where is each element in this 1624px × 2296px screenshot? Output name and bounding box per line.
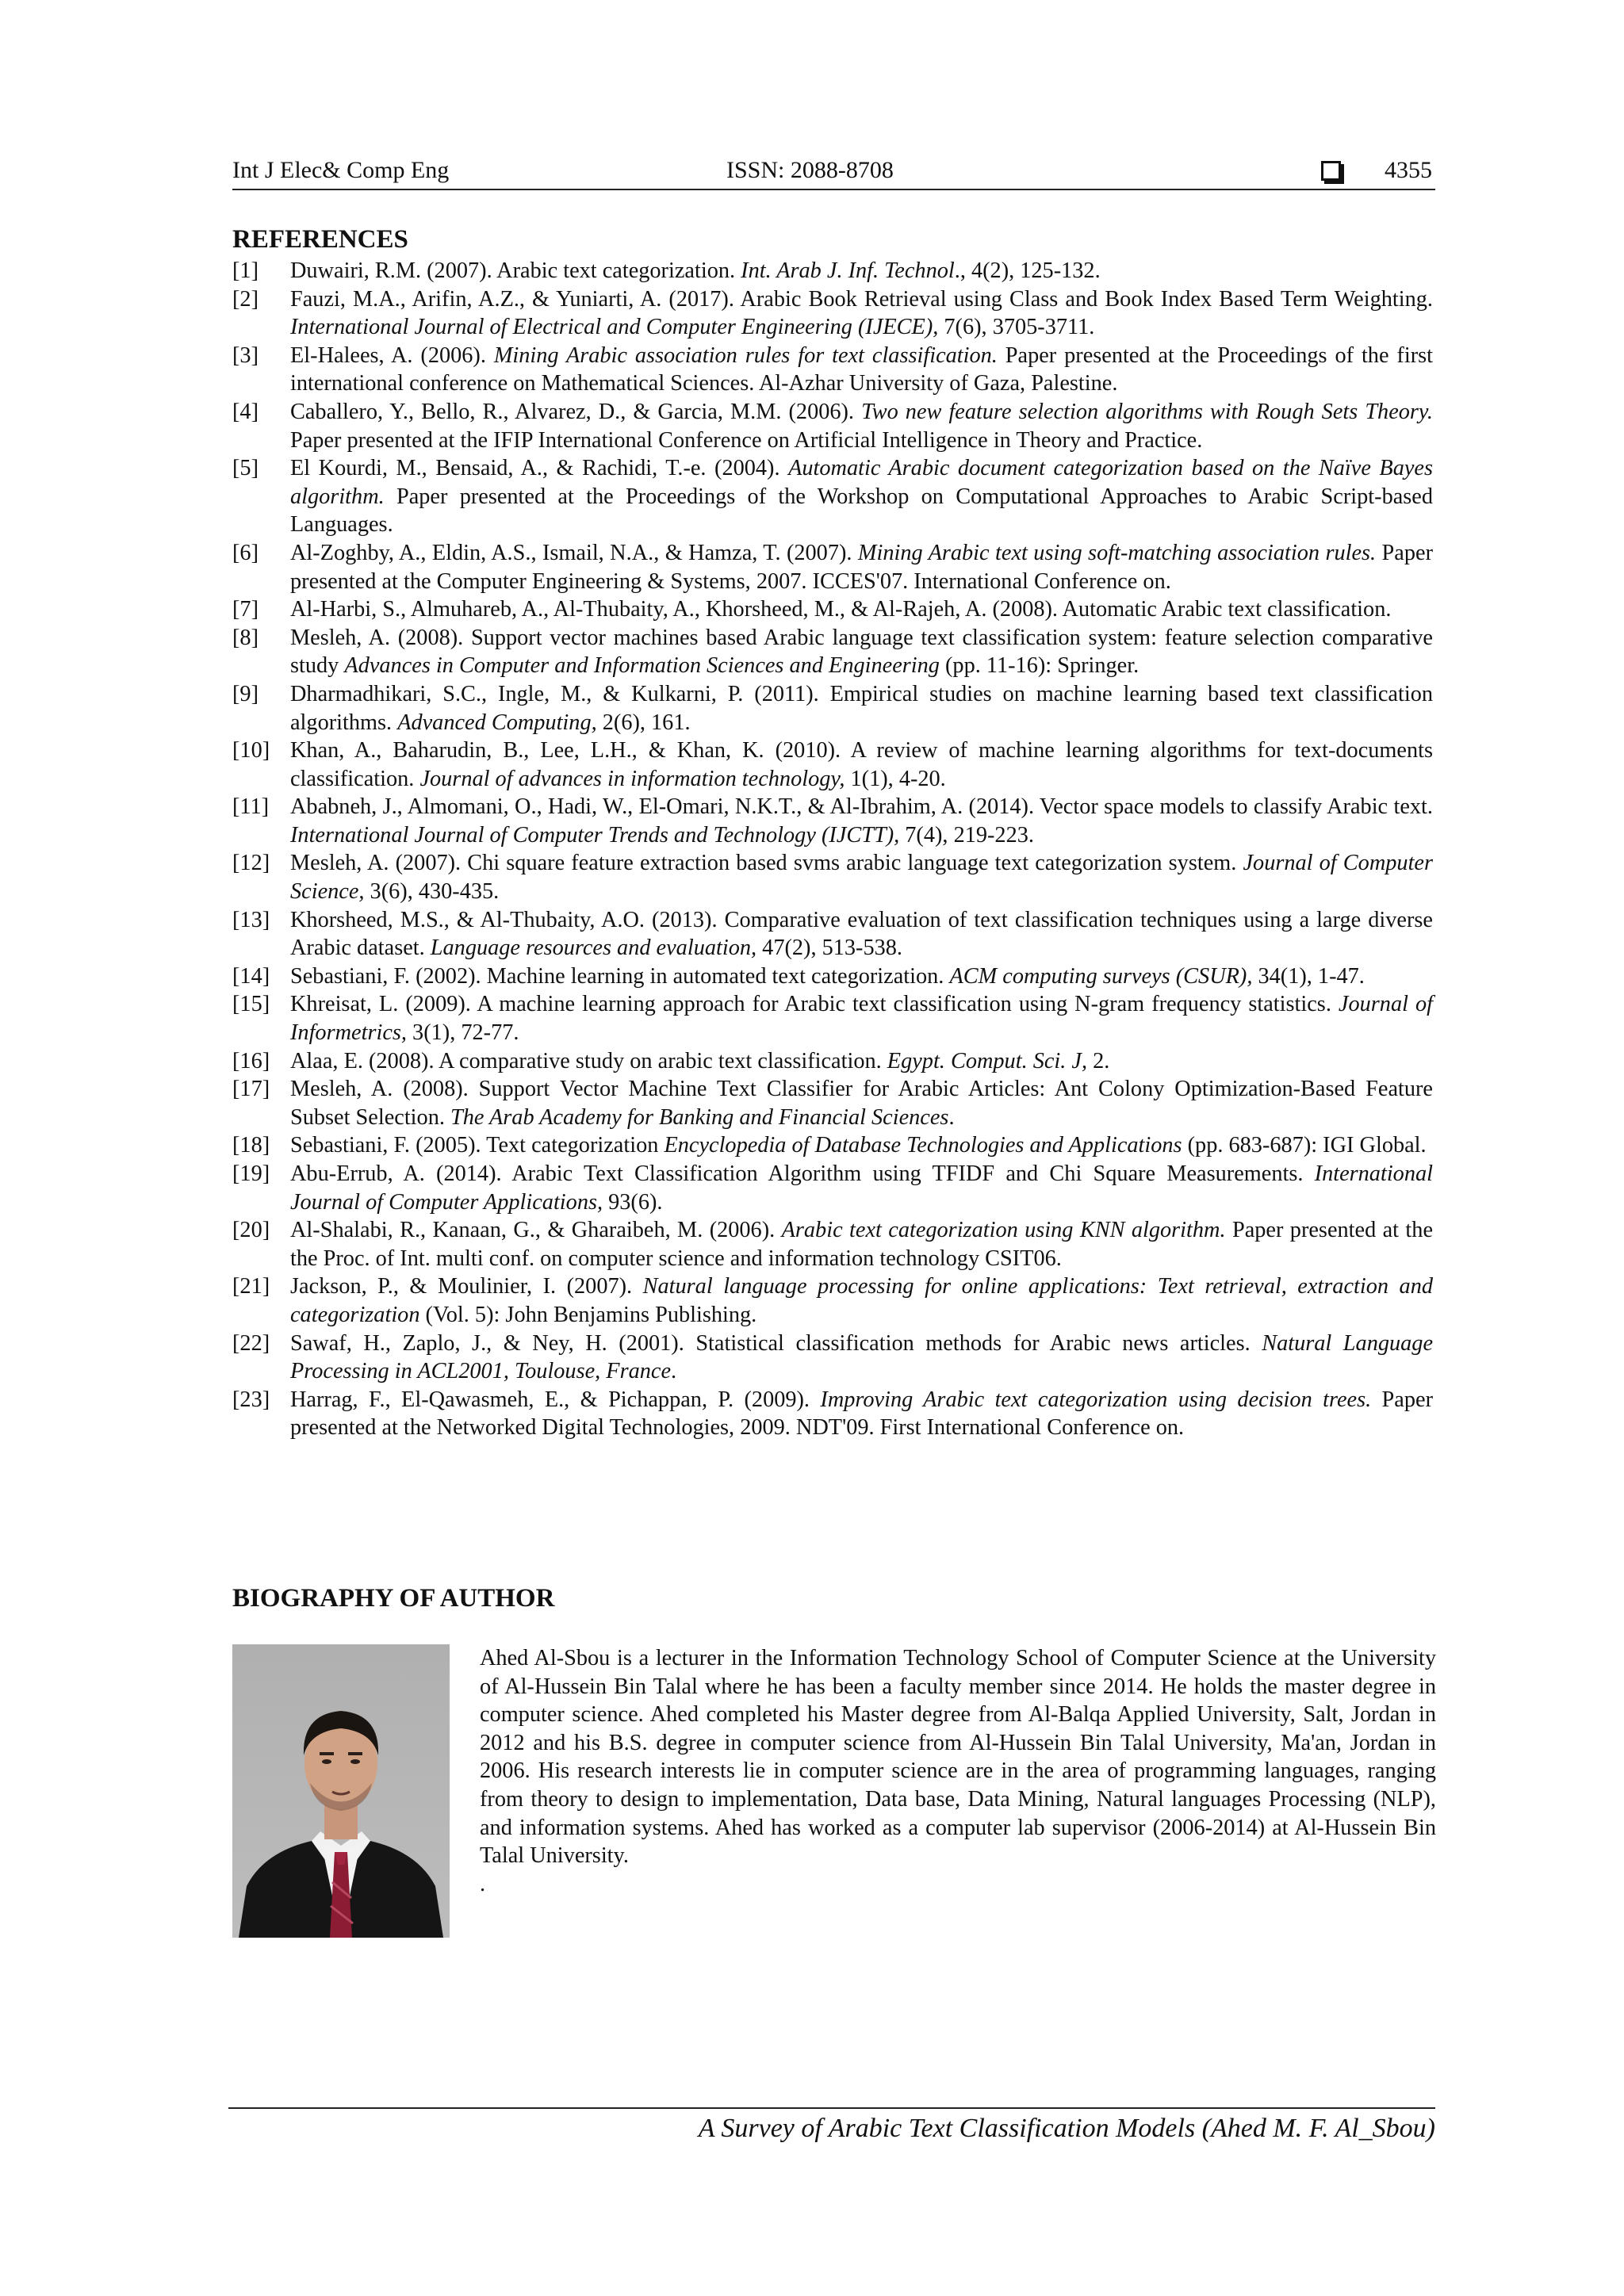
reference-text [290,1272,1433,1329]
reference-text-segment: 7(6), 3705-3711. [938,315,1095,340]
reference-source-italic: Mining Arabic association rules for text classification. [493,342,998,368]
reference-item [232,257,1433,285]
reference-text-segment: El Kourdi, M., Bensaid, A., & Rachidi, T.-e. (2004). [290,456,789,481]
reference-text-segment: El-Halees, A. (2006). [290,342,494,368]
reference-number: [12] [232,851,270,876]
reference-number: [3] [232,342,259,368]
reference-item [232,539,1433,595]
footer-divider [228,2107,1435,2109]
reference-text-segment: Al-Harbi, S., Almuhareb, A., Al-Thubaity, A., Khorsheed, M., & Al-Rajeh, A. (2008). Automatic Arabic text classification. [290,597,1392,622]
reference-text-segment: 47(2), 513-538. [756,936,902,961]
reference-text-segment: . [671,1359,677,1384]
reference-source-italic: ACM computing surveys (CSUR), [949,963,1253,989]
reference-number: [21] [232,1274,270,1299]
page-header [232,152,1435,190]
reference-number: [17] [232,1077,270,1102]
reference-text [290,906,1433,962]
reference-text-segment: . [948,1104,955,1130]
reference-item [232,849,1433,905]
reference-text-segment: Paper presented at the Computer Engineering & Systems, 2007. ICCES'07. International Conference on. [290,540,1433,594]
reference-text-segment: Khan, A., Baharudin, B., Lee, L.H., & Khan, K. (2010). A review of machine learning algorithms for text-documents classification. [290,738,1433,791]
reference-number: [1] [232,258,259,283]
page-number: 4355 [1385,157,1432,183]
reference-text-segment: ., 4(2), 125-132. [954,258,1101,283]
reference-source-italic: Encyclopedia of Database Technologies and Applications [664,1133,1182,1158]
reference-item [232,454,1433,539]
reference-text [290,1160,1433,1216]
reference-source-italic: Journal of Informetrics, [290,992,1433,1046]
reference-item [232,906,1433,962]
reference-number: [9] [232,681,259,706]
reference-number: [22] [232,1330,270,1356]
reference-text-segment: Paper presented at the Proceedings of the first international conference on Mathematical Sciences. Al-Azhar University of Gaza, Palestine. [290,342,1433,396]
issn: ISSN: 2088-8708 [726,157,894,183]
reference-text-segment: 93(6). [603,1189,663,1215]
reference-source-italic: International Journal of Electrical and Computer Engineering (IJECE), [290,315,939,340]
reference-item [232,1047,1433,1076]
reference-source-italic: Advances in Computer and Information Sciences and Engineering [344,653,940,679]
reference-text [290,962,1433,991]
biography-text: Ahed Al-Sbou is a lecturer in the Information Technology School of Computer Science at the University of Al-Hussein Bin Talal where he has been a faculty member since 2014. He holds the master degree in computer science. Ahed completed his Master degree from Al-Balqa Applied University, Salt, Jordan in 2012 and his B.S. degree in computer science from Al-Hussein Bin Talal University, Ma'an, Jordan in 2006. His research interests lie in computer science are in the area of programming languages, ranging from theory to design to implementation, Data base, Data Mining, Natural languages Processing (NLP), and information systems. Ahed has worked as a computer lab supervisor (2006-2014) at Al-Hussein Bin Talal University. [480,1646,1436,1869]
reference-text-segment: Ababneh, J., Almomani, O., Hadi, W., El-Omari, N.K.T., & Al-Ibrahim, A. (2014). Vector space models to classify Arabic text. [290,794,1433,820]
reference-text-segment: 3(1), 72-77. [406,1020,519,1046]
reference-text-segment: 3(6), 430-435. [364,879,500,905]
reference-text [290,342,1433,398]
reference-item [232,285,1433,342]
reference-text [290,793,1433,849]
reference-number: [19] [232,1161,270,1186]
reference-number: [18] [232,1133,270,1158]
biography-heading: BIOGRAPHY OF AUTHOR [232,1584,555,1613]
reference-text-segment: Khorsheed, M.S., & Al-Thubaity, A.O. (2013). Comparative evaluation of text classification techniques using a large diverse Arabic dataset. [290,907,1433,961]
journal-name: Int J Elec& Comp Eng [232,157,450,183]
reference-text-segment: Abu-Errub, A. (2014). Arabic Text Classification Algorithm using TFIDF and Chi Square Measurements. [290,1161,1315,1186]
reference-text [290,624,1433,680]
reference-text [290,737,1433,793]
author-photo [232,1644,450,1938]
reference-source-italic: International Journal of Computer Trends and Technology (IJCTT), [290,822,900,848]
reference-text-segment: Paper presented at the Networked Digital Technologies, 2009. NDT'09. First International Conference on. [290,1387,1433,1441]
reference-number: [20] [232,1218,270,1243]
reference-source-italic: Advanced Computing, [397,710,597,735]
reference-text [290,680,1433,737]
reference-text-segment: Mesleh, A. (2007). Chi square feature extraction based svms arabic language text categorization system. [290,851,1243,876]
reference-text [290,1131,1433,1160]
reference-text [290,454,1433,539]
reference-item [232,1075,1433,1131]
reference-text [290,990,1433,1047]
reference-source-italic: Language resources and evaluation, [430,936,757,961]
reference-item [232,1131,1433,1160]
reference-item [232,793,1433,849]
reference-text [290,285,1433,342]
reference-source-italic: Automatic Arabic document categorization based on the Naïve Bayes algorithm. [290,456,1433,509]
reference-text [290,1330,1433,1386]
reference-source-italic: Natural language processing for online applications: Text retrieval, extraction and categorization [290,1274,1433,1327]
reference-text [290,398,1433,454]
page-footer: A Survey of Arabic Text Classification Models (Ahed M. F. Al_Sbou) [698,2114,1435,2143]
reference-text [290,1075,1433,1131]
reference-text [290,1386,1433,1442]
reference-text-segment: Dharmadhikari, S.C., Ingle, M., & Kulkarni, P. (2011). Empirical studies on machine learning based text classification algorithms. [290,681,1433,735]
reference-text-segment: Paper presented at the the Proc. of Int. multi conf. on computer science and information technology CSIT06. [290,1218,1433,1271]
reference-item [232,737,1433,793]
reference-number: [8] [232,625,259,650]
reference-item [232,595,1433,624]
reference-item [232,398,1433,454]
reference-number: [14] [232,963,270,989]
reference-text-segment: Al-Shalabi, R., Kanaan, G., & Gharaibeh, M. (2006). [290,1218,782,1243]
reference-text-segment: Sebastiani, F. (2005). Text categorization [290,1133,665,1158]
reference-text-segment: Harrag, F., El-Qawasmeh, E., & Pichappan, P. (2009). [290,1387,821,1412]
reference-item [232,342,1433,398]
reference-text-segment: Jackson, P., & Moulinier, I. (2007). [290,1274,643,1299]
reference-source-italic: The Arab Academy for Banking and Financial Sciences [450,1104,949,1130]
reference-source-italic: Two new feature selection algorithms with Rough Sets Theory. [861,399,1433,424]
reference-source-italic: Journal of Computer Science, [290,851,1433,905]
reference-text-segment: (pp. 683-687): IGI Global. [1182,1133,1427,1158]
reference-text [290,539,1433,595]
reference-number: [15] [232,992,270,1017]
reference-text-segment: Khreisat, L. (2009). A machine learning approach for Arabic text classification using N-gram frequency statistics. [290,992,1339,1017]
reference-item [232,1386,1433,1442]
reference-text [290,1216,1433,1272]
reference-text-segment: 7(4), 219-223. [899,822,1034,848]
reference-source-italic: Natural Language Processing in ACL2001, Toulouse, France [290,1330,1433,1384]
reference-text-segment: Al-Zoghby, A., Eldin, A.S., Ismail, N.A., & Hamza, T. (2007). [290,540,858,565]
reference-item [232,962,1433,991]
reference-text-segment: Sebastiani, F. (2002). Machine learning in automated text categorization. [290,963,950,989]
reference-text-segment: Fauzi, M.A., Arifin, A.Z., & Yuniarti, A. (2017). Arabic Book Retrieval using Class and Book Index Based Term Weighting. [290,286,1433,312]
reference-text-segment: 1(1), 4-20. [845,766,946,791]
reference-text [290,1047,1433,1076]
reference-source-italic: Arabic text categorization using KNN algorithm. [781,1218,1226,1243]
reference-number: [11] [232,794,270,820]
biography-trailing-dot: . [480,1871,486,1896]
reference-number: [5] [232,456,259,481]
reference-source-italic: International Journal of Computer Applications, [290,1161,1433,1215]
reference-number: [4] [232,399,259,424]
reference-item [232,1160,1433,1216]
reference-text-segment: 2. [1087,1048,1110,1073]
reference-item [232,1272,1433,1329]
reference-text-segment: (Vol. 5): John Benjamins Publishing. [419,1302,757,1327]
reference-text-segment: Paper presented at the Proceedings of the Workshop on Computational Approaches to Arabic Script-based Languages. [290,484,1433,538]
reference-item [232,624,1433,680]
reference-number: [23] [232,1387,270,1412]
reference-text-segment: 2(6), 161. [596,710,691,735]
reference-number: [16] [232,1048,270,1073]
reference-source-italic: Journal of advances in information technology, [419,766,845,791]
reference-number: [7] [232,597,259,622]
reference-text-segment: Caballero, Y., Bello, R., Alvarez, D., & Garcia, M.M. (2006). [290,399,862,424]
reference-text-segment: Mesleh, A. (2008). Support Vector Machine Text Classifier for Arabic Articles: Ant Colony Optimization-Based Feature Subset Selection. [290,1077,1433,1130]
reference-number: [6] [232,540,259,565]
author-biography [480,1644,1436,1898]
reference-number: [13] [232,907,270,932]
reference-source-italic: Mining Arabic text using soft-matching association rules. [857,540,1377,565]
reference-text-segment: Mesleh, A. (2008). Support vector machines based Arabic language text classification system: feature selection comparative study [290,625,1433,679]
reference-text-segment: Paper presented at the IFIP International Conference on Artificial Intelligence in Theory and Practice. [290,427,1203,453]
reference-item [232,1330,1433,1386]
reference-text [290,595,1433,624]
reference-source-italic: Improving Arabic text categorization using decision trees. [820,1387,1372,1412]
reference-text [290,257,1433,285]
reference-text-segment: 34(1), 1-47. [1252,963,1365,989]
reference-text [290,849,1433,905]
references-heading: REFERENCES [232,225,408,254]
reference-text-segment: (pp. 11-16): Springer. [939,653,1139,679]
reference-text-segment: Alaa, E. (2008). A comparative study on arabic text classification. [290,1048,887,1073]
reference-item [232,680,1433,737]
reference-number: [10] [232,738,270,763]
references-list [232,257,1433,1442]
reference-item [232,1216,1433,1272]
reference-number: [2] [232,286,259,312]
reference-item [232,990,1433,1047]
reference-source-italic: Int. Arab J. Inf. Technol [741,258,955,283]
reference-text-segment: Duwairi, R.M. (2007). Arabic text categorization. [290,258,741,283]
checkbox-square-icon [1321,161,1341,181]
reference-source-italic: Egypt. Comput. Sci. J, [887,1048,1088,1073]
reference-text-segment: Sawaf, H., Zaplo, J., & Ney, H. (2001). Statistical classification methods for Arabic news articles. [290,1330,1262,1356]
